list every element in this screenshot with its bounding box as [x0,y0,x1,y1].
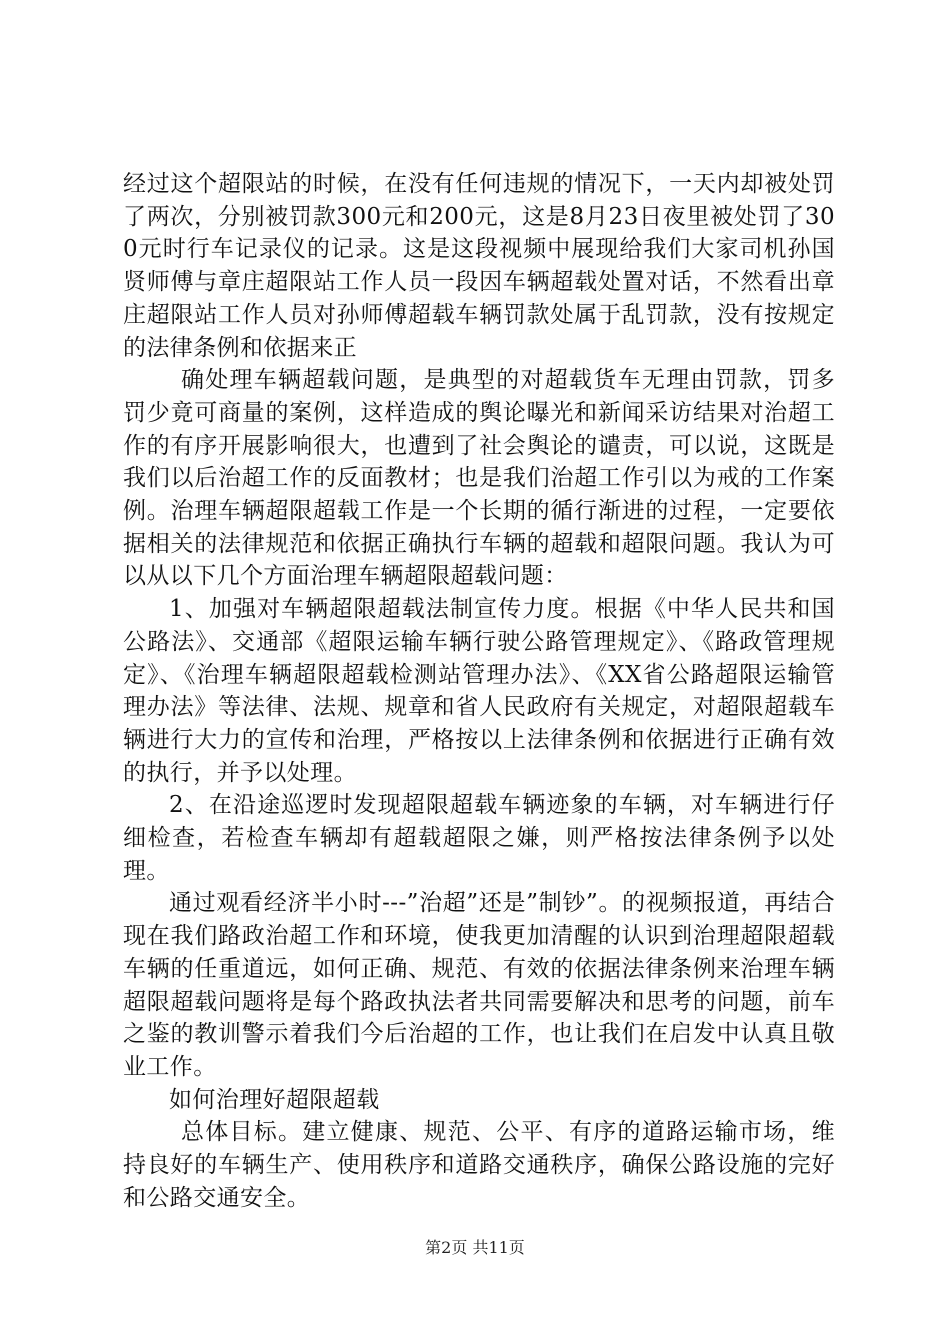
paragraph-5: 通过观看经济半小时---”治超”还是”制钞”。的视频报道，再结合现在我们路政治超工作和环境，使我更加清醒的认识到治理超限超载车辆的任重道远，如何正确、规范、有效的依据法律条例来治理车辆超限超载问题将是每个路政执法者共同需要解决和思考的问题，前车之鉴的教训警示着我们今后治超的工作，也让我们在启发中认真且敬业工作。 [123,890,835,1080]
paragraph-2: 确处理车辆超载问题，是典型的对超载货车无理由罚款，罚多罚少竟可商量的案例，这样造成的舆论曝光和新闻采访结果对治超工作的有序开展影响很大，也遭到了社会舆论的谴责，可以说，这既是我们以后治超工作的反面教材；也是我们治超工作引以为戒的工作案例。治理车辆超限超载工作是一个长期的循行渐进的过程，一定要依据相关的法律规范和依据正确执行车辆的超载和超限问题。我认为可以从以下几个方面治理车辆超限超载问题： [123,367,835,590]
paragraph-4: 2、在沿途巡逻时发现超限超载车辆迹象的车辆，对车辆进行仔细检查，若检查车辆却有超载超限之嫌，则严格按法律条例予以处理。 [123,792,835,884]
section-heading: 如何治理好超限超载 [169,1086,380,1113]
page-footer: 第2页 共11页 [425,1238,525,1257]
document-body [123,168,835,1215]
paragraph-6: 总体目标。建立健康、规范、公平、有序的道路运输市场，维持良好的车辆生产、使用秩序和道路交通秩序，确保公路设施的完好和公路交通安全。 [123,1119,835,1211]
paragraph-3: 1、加强对车辆超限超载法制宣传力度。根据《中华人民共和国公路法》、交通部《超限运输车辆行驶公路管理规定》、《路政管理规定》、《治理车辆超限超载检测站管理办法》、《XX省公路超限运输管理办法》等法律、法规、规章和省人民政府有关规定，对超限超载车辆进行大力的宣传和治理，严格按以上法律条例和依据进行正确有效的执行，并予以处理。 [123,596,835,786]
paragraph-1: 经过这个超限站的时候，在没有任何违规的情况下，一天内却被处罚了两次，分别被罚款300元和200元，这是8月23日夜里被处罚了300元时行车记录仪的记录。这是这段视频中展现给我们大家司机孙国贤师傅与章庄超限站工作人员一段因车辆超载处置对话，不然看出章庄超限站工作人员对孙师傅超载车辆罚款处属于乱罚款，没有按规定的法律条例和依据来正 [123,171,835,361]
